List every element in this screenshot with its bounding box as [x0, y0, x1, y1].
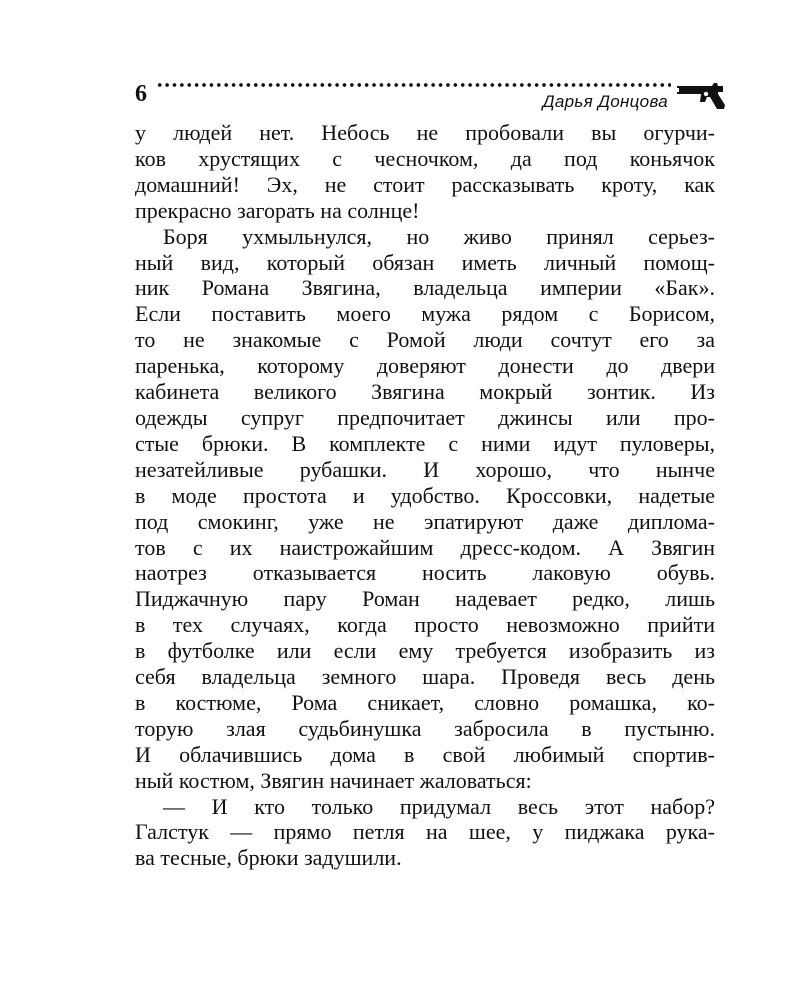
- body-text: [135, 120, 715, 871]
- text-line: наотрез отказывается носить лаковую обувь.: [135, 560, 715, 586]
- text-line: себя владельца земного шара. Проведя весь день: [135, 664, 715, 690]
- text-line: у людей нет. Небось не пробовали вы огурчи-: [135, 120, 715, 145]
- text-line: одежды супруг предпочитает джинсы или про-: [135, 404, 715, 430]
- paragraph: [135, 120, 715, 224]
- text-line: стые брюки. В комплекте с ними идут пуловеры,: [135, 430, 715, 456]
- text-line: Пиджачную пару Роман надевает редко, лишь: [135, 586, 715, 612]
- text-line: домашний! Эх, не стоит рассказывать кроту, как: [135, 171, 715, 197]
- paragraph: [135, 224, 715, 794]
- text-line: в футболке или если ему требуется изобразить из: [135, 638, 715, 664]
- text-line: в тех случаях, когда просто невозможно прийти: [135, 612, 715, 638]
- text-line: — И кто только придумал весь этот набор?: [163, 793, 715, 819]
- text-line: торую злая судьбинушка забросила в пустыню.: [135, 715, 715, 741]
- text-line: прекрасно загорать на солнце!: [135, 197, 420, 223]
- dotted-rule: [156, 82, 671, 88]
- text-line: ва тесные, брюки задушили.: [135, 845, 402, 871]
- text-line: Боря ухмыльнулся, но живо принял серьез-: [163, 223, 715, 249]
- author-name: Дарья Донцова: [542, 92, 668, 111]
- text-line: кабинета великого Звягина мокрый зонтик. Из: [135, 379, 715, 405]
- text-line: незатейливые рубашки. И хорошо, что нынче: [135, 456, 715, 482]
- text-line: ный костюм, Звягин начинает жаловаться:: [135, 767, 532, 793]
- text-line: то не знакомые с Ромой люди сочтут его за: [135, 327, 715, 353]
- text-line: в костюме, Рома сникает, словно ромашка, ко-: [135, 689, 715, 715]
- text-line: Если поставить моего мужа рядом с Борисом,: [135, 301, 715, 327]
- text-line: ник Романа Звягина, владельца империи «Бак».: [135, 275, 715, 301]
- revolver-icon: [676, 81, 726, 111]
- text-line: И облачившись дома в свой любимый спортив-: [135, 741, 715, 767]
- page-header: [0, 0, 800, 120]
- text-line: под смокинг, уже не эпатируют даже диплома-: [135, 508, 715, 534]
- text-line: Галстук — прямо петля на шее, у пиджака рука-: [135, 819, 715, 845]
- paragraph: [135, 794, 715, 872]
- text-line: ков хрустящих с чесночком, да под коньячок: [135, 145, 715, 171]
- text-line: тов с их наистрожайшим дресс-кодом. А Звягин: [135, 534, 715, 560]
- text-line: ный вид, который обязан иметь личный помощ-: [135, 249, 715, 275]
- page-number: 6: [135, 81, 147, 107]
- text-line: паренька, которому доверяют донести до двери: [135, 353, 715, 379]
- text-line: в моде простота и удобство. Кроссовки, надетые: [135, 482, 715, 508]
